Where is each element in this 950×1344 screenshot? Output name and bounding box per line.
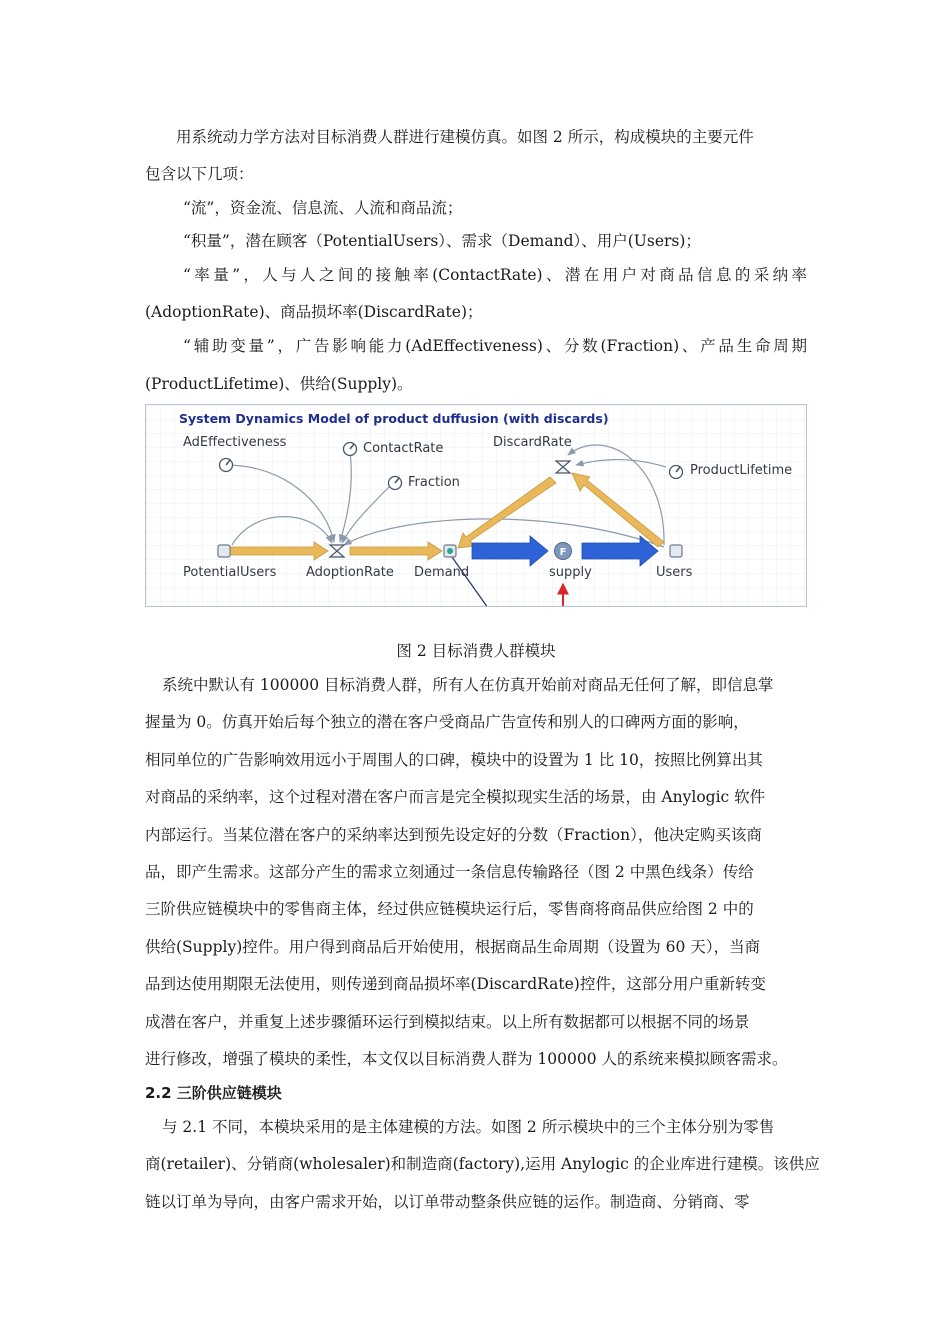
body-line-4: “积量”，潜在顾客（PotentialUsers）、需求（Demand）、用户(Users)；	[183, 232, 701, 250]
section-heading: 2.2 三阶供应链模块	[145, 1084, 282, 1102]
label-demand: Demand	[414, 565, 470, 580]
para2-line-11: 进行修改，增强了模块的柔性，本文仅以目标消费人群为 100000 人的系统来模拟顾客需求。	[145, 1050, 788, 1068]
body-line-1: 用系统动力学方法对目标消费人群进行建模仿真。如图 2 所示，构成模块的主要元件	[176, 128, 754, 146]
para2-line-7: 三阶供应链模块中的零售商主体，经过供应链模块运行后，零售商将商品供应给图 2 中的	[145, 900, 754, 918]
system-dynamics-figure	[145, 404, 807, 607]
label-potential-users: PotentialUsers	[183, 565, 277, 580]
para2-line-6: 品，即产生需求。这部分产生的需求立刻通过一条信息传输路径（图 2 中黑色线条）传给	[145, 863, 754, 881]
body-line-2: 包含以下几项：	[145, 165, 254, 183]
para2-line-3: 相同单位的广告影响效用远小于周围人的口碑，模块中的设置为 1 比 10，按照比例算出其	[145, 751, 763, 769]
diagram-title: System Dynamics Model of product duffusion (with discards)	[179, 411, 609, 426]
stock-users	[670, 545, 682, 557]
para2-line-10: 成潜在客户，并重复上述步骤循环运行到模拟结束。以上所有数据都可以根据不同的场景	[145, 1013, 750, 1031]
label-contact-rate: ContactRate	[363, 441, 444, 456]
label-fraction: Fraction	[408, 475, 460, 490]
body-line-3: “流”，资金流、信息流、人流和商品流；	[183, 199, 463, 217]
para2-line-1: 系统中默认有 100000 目标消费人群，所有人在仿真开始前对商品无任何了解，即信息掌	[162, 676, 774, 694]
body-line-5: “率量”，人与人之间的接触率(ContactRate)、潜在用户对商品信息的采纳率	[183, 266, 807, 284]
stock-potential-users	[218, 545, 230, 557]
sd-diagram	[146, 405, 807, 607]
para3-line-2: 商(retailer)、分销商(wholesaler)和制造商(factory),运用 Anylogic 的企业库进行建模。该供应	[145, 1155, 820, 1173]
body-line-7: “辅助变量”，广告影响能力(AdEffectiveness)、分数(Fraction)、产品生命周期	[183, 337, 807, 355]
label-discard-rate: DiscardRate	[493, 435, 572, 450]
label-users: Users	[656, 565, 693, 580]
supply-function-icon	[555, 543, 572, 560]
para2-line-2: 握量为 0。仿真开始后每个独立的潜在客户受商品广告宣传和别人的口碑两方面的影响，	[145, 713, 749, 731]
para2-line-5: 内部运行。当某位潜在客户的采纳率达到预先设定好的分数（Fraction），他决定购买该商	[145, 826, 762, 844]
label-adoption-rate: AdoptionRate	[306, 565, 394, 580]
para2-line-8: 供给(Supply)控件。用户得到商品后开始使用，根据商品生命周期（设置为 60 天），当商	[145, 938, 761, 956]
para3-line-1: 与 2.1 不同，本模块采用的是主体建模的方法。如图 2 所示模块中的三个主体分别为零售	[162, 1118, 775, 1136]
gauge-contact-icon	[344, 443, 357, 456]
stock-demand-dot	[447, 548, 453, 554]
gauge-ad-icon	[220, 459, 233, 472]
gauge-lifetime-icon	[670, 466, 683, 479]
figure-caption: 图 2 目标消费人群模块	[396, 642, 556, 660]
supply-icon-letter: F	[559, 547, 567, 558]
para2-line-4: 对商品的采纳率，这个过程对潜在客户而言是完全模拟现实生活的场景，由 Anylogic 软件	[145, 788, 766, 806]
label-product-lifetime: ProductLifetime	[690, 463, 793, 478]
para2-line-9: 品到达使用期限无法使用，则传递到商品损坏率(DiscardRate)控件，这部分用户重新转变	[145, 975, 766, 993]
gauge-fraction-icon	[389, 477, 402, 490]
label-ad-effectiveness: AdEffectiveness	[183, 435, 287, 450]
body-line-6: (AdoptionRate)、商品损坏率(DiscardRate)；	[145, 303, 483, 321]
label-supply: supply	[549, 565, 592, 580]
body-line-8: (ProductLifetime)、供给(Supply)。	[145, 375, 413, 393]
para3-line-3: 链以订单为导向，由客户需求开始，以订单带动整条供应链的运作。制造商、分销商、零	[145, 1193, 750, 1211]
